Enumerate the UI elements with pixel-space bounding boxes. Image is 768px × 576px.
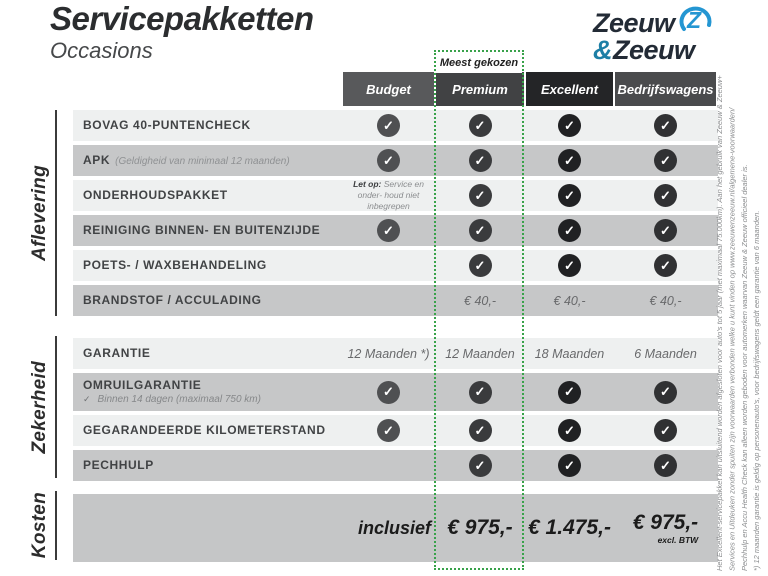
check-glyph: ✓ [660,422,671,438]
row-label-cell [73,118,343,132]
table-cell-excellent [526,419,613,442]
section-kosten [73,494,718,562]
price-value [528,516,611,540]
table-cell-excellent [526,149,613,172]
table-cell-excellent [526,254,613,277]
check-icon [469,419,492,442]
cell-value: 12 Maanden [445,346,515,361]
check-glyph: ✓ [383,422,394,438]
cell-value: 18 Maanden [534,346,605,361]
disclaimer-line: Services en Uitdeuken zonder spuiten zijn voorwaarden verbonden welke u kunt vinden op www.zeeuwenzeeuw.nl/algemene-voorwaarden/ [726,107,736,571]
check-icon [469,184,492,207]
page-title: Servicepakketten [50,0,314,37]
table-cell-budget [343,149,434,172]
check-icon [469,381,492,404]
table-cell-premium [436,114,524,137]
price-amount: € 1.475,- [528,516,611,539]
check-icon [377,419,400,442]
check-glyph: ✓ [564,422,575,438]
row-label-cell [73,258,343,272]
check-icon [469,149,492,172]
check-icon [377,219,400,242]
section-label-zekerheid [24,336,57,478]
check-glyph: ✓ [564,187,575,203]
table-cell-bedrijfswagens [615,347,716,361]
price-amount: inclusief [357,517,431,538]
table-cell-bedrijfswagens [615,254,716,277]
table-row [73,250,718,281]
table-cell-excellent [526,347,613,361]
table-cell-bedrijfswagens [615,184,716,207]
check-icon [558,419,581,442]
price-value [633,511,698,545]
check-glyph: ✓ [474,222,486,238]
row-label-cell [73,378,343,406]
row-sublabel: (Geldigheid van minimaal 12 maanden) [115,156,290,167]
row-label: BOVAG 40-PUNTENCHECK [83,118,251,133]
row-label: OMRUILGARANTIE [83,377,202,392]
price-subnote: excl. BTW [657,535,699,545]
check-glyph: ✓ [474,257,486,273]
disclaimer-line: *) 12 maanden garantie is geldig op personenauto's, voor bedrijfswagens geldt een garantie van 6 maanden. [751,210,761,571]
check-icon [469,114,492,137]
column-headers [343,72,716,106]
check-glyph: ✓ [383,384,394,399]
table-cell-premium [436,454,524,477]
table-row [73,373,718,411]
check-glyph: ✓ [564,384,575,399]
check-icon [654,254,677,277]
mini-check-icon: ✓ [83,394,91,405]
check-icon [558,114,581,137]
column-header-bedrijfswagens: Bedrijfswagens [615,72,716,106]
table-cell-bedrijfswagens [615,149,716,172]
logo-z-icon [676,1,716,39]
check-icon [469,219,492,242]
check-glyph: ✓ [660,222,671,238]
check-glyph: ✓ [660,257,671,273]
table-row [73,450,718,481]
check-glyph: ✓ [564,222,575,238]
check-glyph: ✓ [564,117,575,133]
check-glyph: ✓ [564,457,575,473]
check-icon [377,149,400,172]
svg-text:Z: Z [686,7,701,33]
cell-note-bold: Let op: [353,178,382,189]
table-row [73,180,718,211]
check-glyph: ✓ [474,152,486,168]
logo-word-2: Zeeuw [613,35,695,65]
table-cell-excellent [526,516,613,540]
check-icon [654,454,677,477]
check-glyph: ✓ [474,117,486,133]
check-glyph: ✓ [474,457,486,473]
row-label: POETS- / WAXBEHANDELING [83,258,267,273]
check-icon [558,254,581,277]
check-icon [377,114,400,137]
disclaimer-line: Het Excellent-servicepakket kan uitsluitend worden afgesloten voor auto's tot 5 jaar (met maximaal 75.000km). Aan het gebruik van Zeeuw & Zeeuw+ [714,75,724,571]
price-value [447,516,512,540]
table-row [73,110,718,141]
table-row [73,338,718,369]
table-cell-budget [343,114,434,137]
table-cell-premium [436,516,524,540]
price-value [358,518,431,539]
table-cell-bedrijfswagens [615,294,716,308]
table-cell-premium [436,294,524,308]
check-glyph: ✓ [564,152,575,168]
logo-ampersand: & [593,35,612,65]
check-icon [654,219,677,242]
check-glyph: ✓ [474,422,486,438]
check-icon [558,184,581,207]
check-icon [558,454,581,477]
table-cell-premium [436,219,524,242]
table-cell-bedrijfswagens [615,454,716,477]
table-cell-excellent [526,294,613,308]
check-icon [558,219,581,242]
table-cell-excellent [526,184,613,207]
row-label: REINIGING BINNEN- EN BUITENZIJDE [83,223,321,238]
disclaimer-line: Pechhulp en Accu Health Check kan alleen worden geboden voor automerken waarvan Zeeuw & Zeeuw officieel dealer is. [739,164,749,571]
check-glyph: ✓ [660,152,671,168]
table-row [73,285,718,316]
row-label: APK [83,153,111,167]
page-subtitle: Occasions [50,37,153,63]
check-icon [654,149,677,172]
check-glyph: ✓ [660,457,671,473]
table-cell-premium [436,149,524,172]
table-cell-excellent [526,219,613,242]
table-cell-excellent [526,114,613,137]
table-cell-premium [436,254,524,277]
table-cell-excellent [526,454,613,477]
table-row [73,215,718,246]
row-label: ONDERHOUDSPAKKET [83,188,228,203]
check-glyph: ✓ [383,152,394,168]
row-subtext: Binnen 14 dagen (maximaal 750 km) [97,394,261,406]
cell-note [343,179,434,212]
check-icon [469,454,492,477]
price-amount: € 975,- [632,511,699,534]
brand-logo [593,7,716,64]
table-cell-budget [343,518,434,539]
column-header-premium: Premium [436,72,524,106]
cell-value: 12 Maanden *) [347,346,430,361]
table-cell-premium [436,419,524,442]
table-cell-budget [343,219,434,242]
check-glyph: ✓ [660,187,671,203]
price-amount: € 975,- [447,516,513,539]
section-label-text: Kosten [28,492,50,559]
row-label: GARANTIE [83,346,151,361]
row-label: BRANDSTOF / ACCULADING [83,293,262,308]
cell-value: € 40,- [464,293,496,308]
table-cell-budget [343,179,434,212]
check-icon [558,381,581,404]
cell-note-text: Service en onder- houd niet inbegrepen [357,178,424,212]
row-label-cell [73,223,343,237]
title-block [50,2,314,64]
table-cell-budget [343,419,434,442]
row-label-cell [73,346,343,360]
section-label-aflevering [24,110,57,316]
check-icon [654,419,677,442]
check-glyph: ✓ [474,384,486,399]
check-icon [469,254,492,277]
table-row [73,494,718,562]
row-label-cell [73,153,343,168]
section-zekerheid [73,338,718,481]
logo-word-1: Zeeuw [593,7,675,38]
row-label-cell [73,293,343,307]
table-cell-bedrijfswagens [615,419,716,442]
check-glyph: ✓ [564,257,575,273]
column-header-budget: Budget [343,72,434,106]
cell-value: 6 Maanden [634,346,697,361]
cell-value: € 40,- [553,293,586,308]
row-label-cell [73,458,343,472]
check-glyph: ✓ [383,222,394,238]
check-icon [558,149,581,172]
table-cell-budget [343,347,434,361]
table-cell-bedrijfswagens [615,511,716,545]
table-row [73,415,718,446]
table-cell-excellent [526,381,613,404]
column-header-excellent: Excellent [526,72,613,106]
check-icon [654,114,677,137]
check-glyph: ✓ [383,117,394,133]
check-glyph: ✓ [660,384,671,399]
row-label: GEGARANDEERDE KILOMETERSTAND [83,423,326,438]
table-cell-premium [436,184,524,207]
section-label-text: Zekerheid [28,360,50,454]
table-cell-bedrijfswagens [615,114,716,137]
row-label-cell [73,188,343,202]
row-subline [83,394,343,406]
section-label-kosten [24,491,57,560]
comparison-table [73,110,718,562]
check-icon [654,184,677,207]
table-cell-premium [436,381,524,404]
section-aflevering [73,110,718,316]
check-glyph: ✓ [474,187,486,203]
check-icon [654,381,677,404]
table-cell-bedrijfswagens [615,381,716,404]
table-cell-budget [343,381,434,404]
row-label: PECHHULP [83,458,154,473]
table-cell-premium [436,347,524,361]
most-chosen-badge: Meest gekozen [436,52,522,73]
row-label-cell [73,423,343,437]
disclaimer-text [714,55,764,571]
section-label-text: Aflevering [28,165,50,261]
check-glyph: ✓ [660,117,671,133]
check-icon [377,381,400,404]
cell-value: € 40,- [649,293,682,308]
table-cell-bedrijfswagens [615,219,716,242]
table-row [73,145,718,176]
